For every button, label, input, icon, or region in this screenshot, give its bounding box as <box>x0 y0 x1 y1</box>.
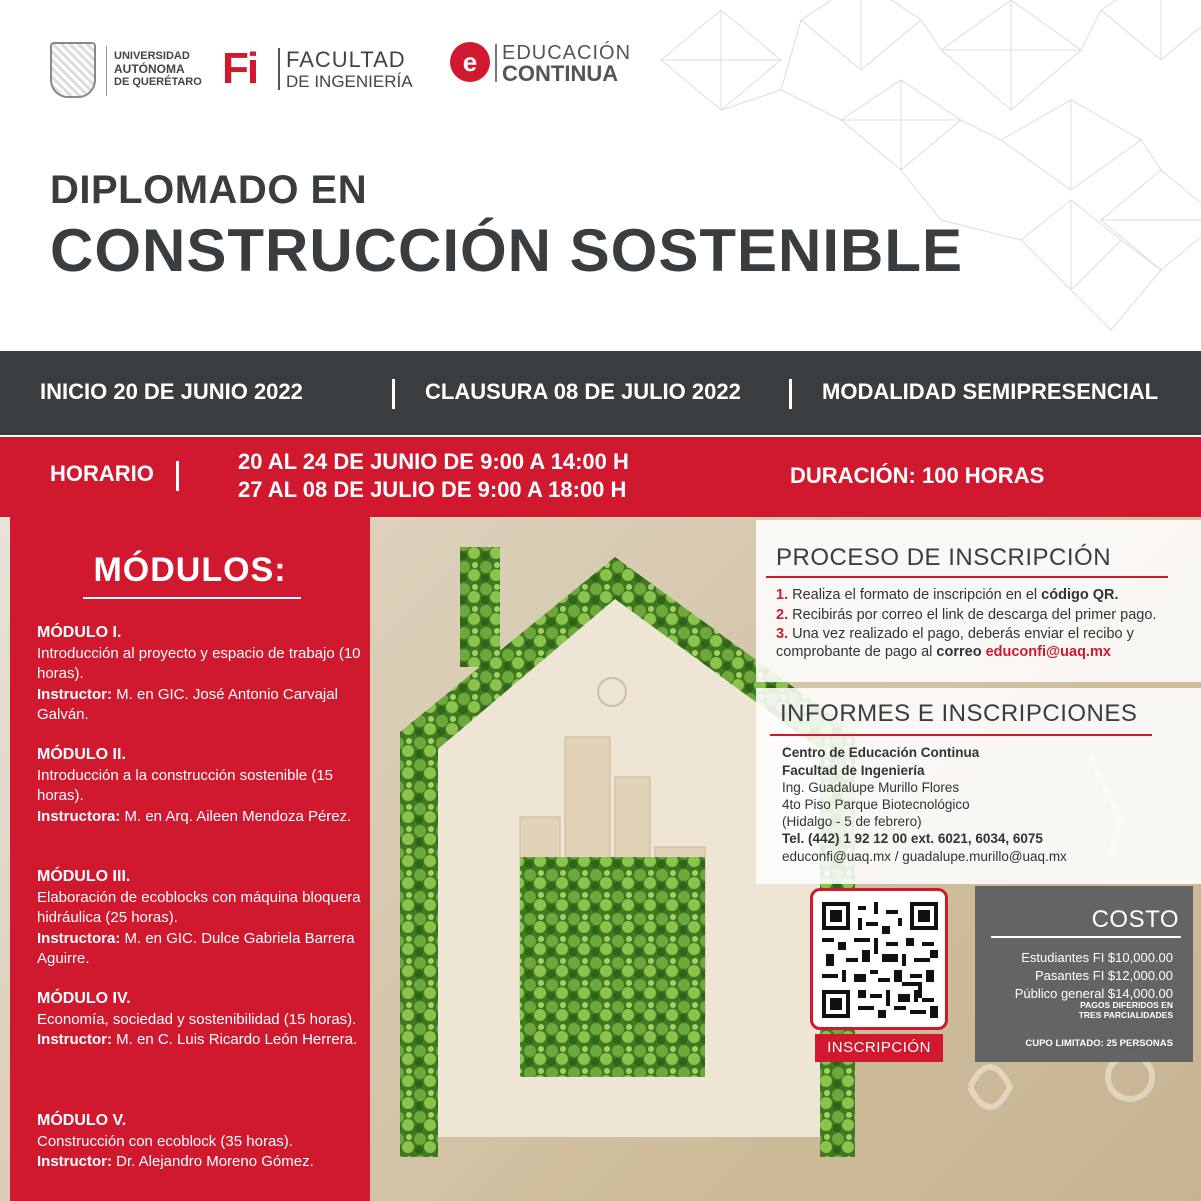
price-publico: Público general $14,000.00 <box>1014 986 1173 1001</box>
payment-note: TRES PARCIALIDADES <box>1078 1010 1173 1020</box>
module-instructor: Dr. Alejandro Moreno Gómez. <box>112 1153 314 1170</box>
header <box>0 0 1201 350</box>
title-line2: CONSTRUCCIÓN SOSTENIBLE <box>50 217 964 284</box>
uaq-logo <box>50 42 210 102</box>
ec-mark: e <box>450 42 490 82</box>
fi-line2: DE INGENIERÍA <box>286 72 413 91</box>
module-item <box>37 989 362 1051</box>
contact-line: Ing. Guadalupe Murillo Flores <box>782 780 960 795</box>
module-heading: MÓDULO V. <box>37 1112 127 1129</box>
ec-logo <box>450 42 650 92</box>
separator <box>176 461 179 491</box>
payment-note: PAGOS DIFERIDOS EN <box>1080 1000 1173 1010</box>
schedule-bar <box>0 437 1201 517</box>
step-2: 2. Recibirás por correo el link de descarga del primer pago. <box>776 607 1157 623</box>
price-pasantes: Pasantes FI $12,000.00 <box>1034 968 1173 983</box>
process-title: PROCESO DE INSCRIPCIÓN <box>776 544 1112 571</box>
email-link[interactable]: educonfi@uaq.mx <box>985 644 1111 660</box>
info-bar <box>0 351 1201 435</box>
module-role: Instructor: <box>37 1031 112 1048</box>
step-3: 3. Una vez realizado el pago, deberás enviar el recibo y <box>776 626 1134 642</box>
step-3-cont: comprobante de pago al correo educonfi@uaq.mx <box>776 644 1111 660</box>
separator <box>789 379 792 409</box>
geometric-pattern <box>641 0 1201 340</box>
divider <box>766 576 1168 578</box>
cost-panel <box>975 886 1193 1062</box>
contact-panel <box>756 688 1201 884</box>
module-desc: Introducción a la construcción sostenible (15 horas). <box>37 766 334 804</box>
module-role: Instructora: <box>37 929 121 947</box>
module-instructor: M. en Arq. Aileen Mendoza Pérez. <box>120 807 352 825</box>
module-item <box>37 867 362 970</box>
fi-mark: Fi <box>222 44 258 93</box>
title-line1: DIPLOMADO EN <box>50 168 368 212</box>
module-desc: Construcción con ecoblock (35 horas). <box>37 1132 293 1150</box>
phone-line[interactable]: Tel. (442) 1 92 12 00 ext. 6021, 6034, 6075 <box>782 831 1043 846</box>
module-instructor: M. en GIC. José Antonio Carvajal Galván. <box>37 685 338 723</box>
uaq-seal-icon <box>50 42 96 98</box>
modules-title: MÓDULOS: <box>93 551 287 589</box>
divider <box>83 597 301 599</box>
contact-line: (Hidalgo - 5 de febrero) <box>782 814 922 829</box>
uaq-line3: DE QUERÉTARO <box>114 76 202 88</box>
contact-line: Centro de Educación Continua <box>782 745 980 760</box>
module-role: Instructora: <box>37 807 121 825</box>
uaq-line1: UNIVERSIDAD <box>114 50 190 62</box>
horario-label: HORARIO <box>50 461 154 486</box>
fi-logo <box>222 44 422 94</box>
module-heading: MÓDULO III. <box>37 868 131 885</box>
price-estudiantes: Estudiantes FI $10,000.00 <box>1021 950 1173 965</box>
schedule-line2: 27 AL 08 DE JULIO DE 9:00 A 18:00 H <box>238 477 627 502</box>
ec-line1: EDUCACIÓN <box>502 42 632 64</box>
module-desc: Elaboración de ecoblocks con máquina bloquera hidráulica (25 horas). <box>37 888 361 926</box>
divider <box>991 936 1181 938</box>
contact-line: 4to Piso Parque Biotecnológico <box>782 797 970 812</box>
module-item <box>37 1111 362 1173</box>
module-heading: MÓDULO IV. <box>37 990 131 1007</box>
clausura-text: CLAUSURA 08 DE JULIO 2022 <box>425 379 741 404</box>
module-heading: MÓDULO II. <box>37 746 126 763</box>
inscripcion-button[interactable]: INSCRIPCIÓN <box>815 1034 943 1062</box>
step-1: 1. Realiza el formato de inscripción en el código QR. <box>776 587 1119 603</box>
contact-line: Facultad de Ingeniería <box>782 763 925 778</box>
cost-title: COSTO <box>1091 906 1179 933</box>
divider <box>770 734 1152 736</box>
module-role: Instructor: <box>37 1153 112 1170</box>
duracion-text: DURACIÓN: 100 HORAS <box>790 463 1045 488</box>
module-heading: MÓDULO I. <box>37 624 122 641</box>
module-item <box>37 745 362 827</box>
schedule-line1: 20 AL 24 DE JUNIO DE 9:00 A 14:00 H <box>238 449 629 474</box>
capacity-note: CUPO LIMITADO: 25 PERSONAS <box>1025 1038 1173 1049</box>
module-role: Instructor: <box>37 685 112 703</box>
separator <box>392 379 395 409</box>
uaq-line2: AUTÓNOMA <box>114 62 185 76</box>
qr-code[interactable] <box>810 888 948 1030</box>
module-desc: Economía, sociedad y sostenibilidad (15 horas). <box>37 1010 357 1028</box>
module-instructor: M. en C. Luis Ricardo León Herrera. <box>112 1031 358 1048</box>
email-line[interactable]: educonfi@uaq.mx / guadalupe.murillo@uaq.mx <box>782 849 1067 864</box>
module-item <box>37 623 362 726</box>
fi-line1: FACULTAD <box>286 47 406 72</box>
modalidad-text: MODALIDAD SEMIPRESENCIAL <box>822 379 1159 404</box>
module-desc: Introducción al proyecto y espacio de trabajo (10 horas). <box>37 644 361 682</box>
modules-panel <box>10 517 370 1201</box>
ec-line2: CONTINUA <box>502 61 619 86</box>
inicio-text: INICIO 20 DE JUNIO 2022 <box>40 379 303 404</box>
contact-title: INFORMES E INSCRIPCIONES <box>780 700 1138 727</box>
module-instructor: M. en GIC. Dulce Gabriela Barrera Aguirre. <box>37 929 355 967</box>
qr-code-icon <box>822 900 938 1020</box>
registration-process-panel <box>756 520 1201 682</box>
